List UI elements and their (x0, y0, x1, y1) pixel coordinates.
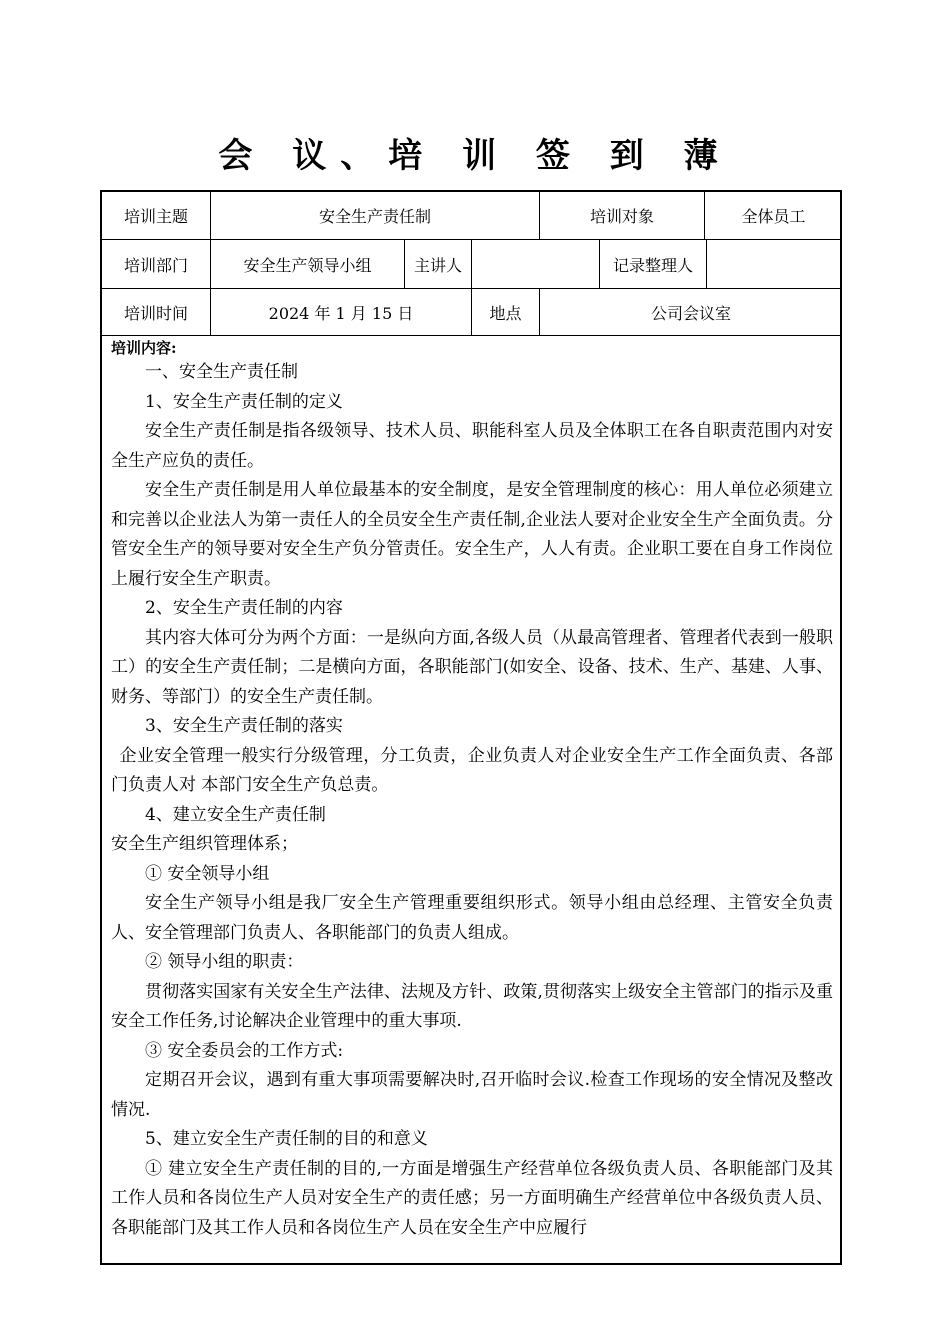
content-paragraph: ① 建立安全生产责任制的目的,一方面是增强生产经营单位各级负责人员、各职能部门及其工作人员和各岗位生产人员对安全生产的责任感；另一方面明确生产经营单位中各级负责人员、各职能部门及其工作人员和各岗位生产人员在安全生产中应履行 (111, 1158, 833, 1238)
content-paragraph: 1、安全生产责任制的定义 (145, 391, 343, 412)
content-paragraph: 安全生产责任制是用人单位最基本的安全制度，是安全管理制度的核心：用人单位必须建立和完善以企业法人为第一责任人的全员安全生产责任制,企业法人要对企业安全生产全面负责。分管安全生产的领导要对安全生产负分管责任。安全生产，人人有责。企业职工要在自身工作岗位上履行安全生产职责。 (111, 480, 833, 589)
place-value[interactable]: 公司会议室 (650, 303, 731, 323)
content-paragraph: 其内容大体可分为两个方面：一是纵向方面,各级人员（从最高管理者、管理者代表到一般职工）的安全生产责任制；二是横向方面，各职能部门(如安全、设备、技术、生产、基建、人事、财务、等部门）的安全生产责任制。 (111, 627, 833, 707)
content-paragraph: ② 领导小组的职责： (145, 952, 304, 972)
speaker-label: 主讲人 (413, 255, 462, 275)
training-content (111, 337, 833, 1243)
audience-value[interactable]: 全体员工 (741, 207, 806, 226)
content-paragraph: 2、安全生产责任制的内容 (145, 598, 343, 618)
speaker-value[interactable] (472, 240, 599, 288)
content-paragraph: 贯彻落实国家有关安全生产法律、法规及方针、政策,贯彻落实上级安全主管部门的指示及重安全工作任务,讨论解决企业管理中的重大事项. (111, 981, 833, 1031)
department-value[interactable]: 安全生产领导小组 (243, 255, 372, 275)
content-paragraph: 安全生产组织管理体系； (111, 834, 298, 854)
subject-value[interactable]: 安全生产责任制 (318, 207, 431, 226)
time-value[interactable]: 2024 年 1 月 15 日 (268, 303, 414, 323)
time-label: 培训时间 (123, 303, 188, 323)
content-paragraph: 安全生产责任制是指各级领导、技术人员、职能科室人员及全体职工在各自职责范围内对安全生产应负的责任。 (111, 421, 833, 471)
sign-in-form (100, 190, 842, 1265)
recorder-value[interactable] (707, 240, 842, 288)
subject-label: 培训主题 (123, 207, 188, 226)
content-label: 培训内容: (111, 339, 177, 357)
content-paragraph: ① 安全领导小组 (145, 863, 270, 884)
row-divider (102, 335, 842, 336)
content-paragraph: 一、安全生产责任制 (145, 362, 298, 382)
content-paragraph: 3、安全生产责任制的落实 (145, 716, 343, 736)
department-label: 培训部门 (123, 255, 188, 275)
content-paragraph: 定期召开会议，遇到有重大事项需要解决时,召开临时会议.检查工作现场的安全情况及整改情况. (111, 1070, 833, 1120)
content-paragraph: ③ 安全委员会的工作方式: (145, 1040, 344, 1061)
content-paragraph: 安全生产领导小组是我厂安全生产管理重要组织形式。领导小组由总经理、主管安全负责人、安全管理部门负责人、各职能部门的负责人组成。 (111, 893, 833, 943)
page-title: 会 议、培 训 签 到 薄 (218, 136, 732, 176)
recorder-label: 记录整理人 (612, 255, 693, 275)
content-paragraph: 5、建立安全生产责任制的目的和意义 (145, 1129, 428, 1149)
content-paragraph: 4、建立安全生产责任制 (145, 804, 326, 825)
place-label: 地点 (489, 303, 522, 323)
audience-label: 培训对象 (589, 207, 654, 226)
content-paragraph: 企业安全管理一般实行分级管理，分工负责，企业负责人对企业安全生产工作全面负责、各部门负责人对 本部门安全生产负总责。 (111, 745, 833, 795)
